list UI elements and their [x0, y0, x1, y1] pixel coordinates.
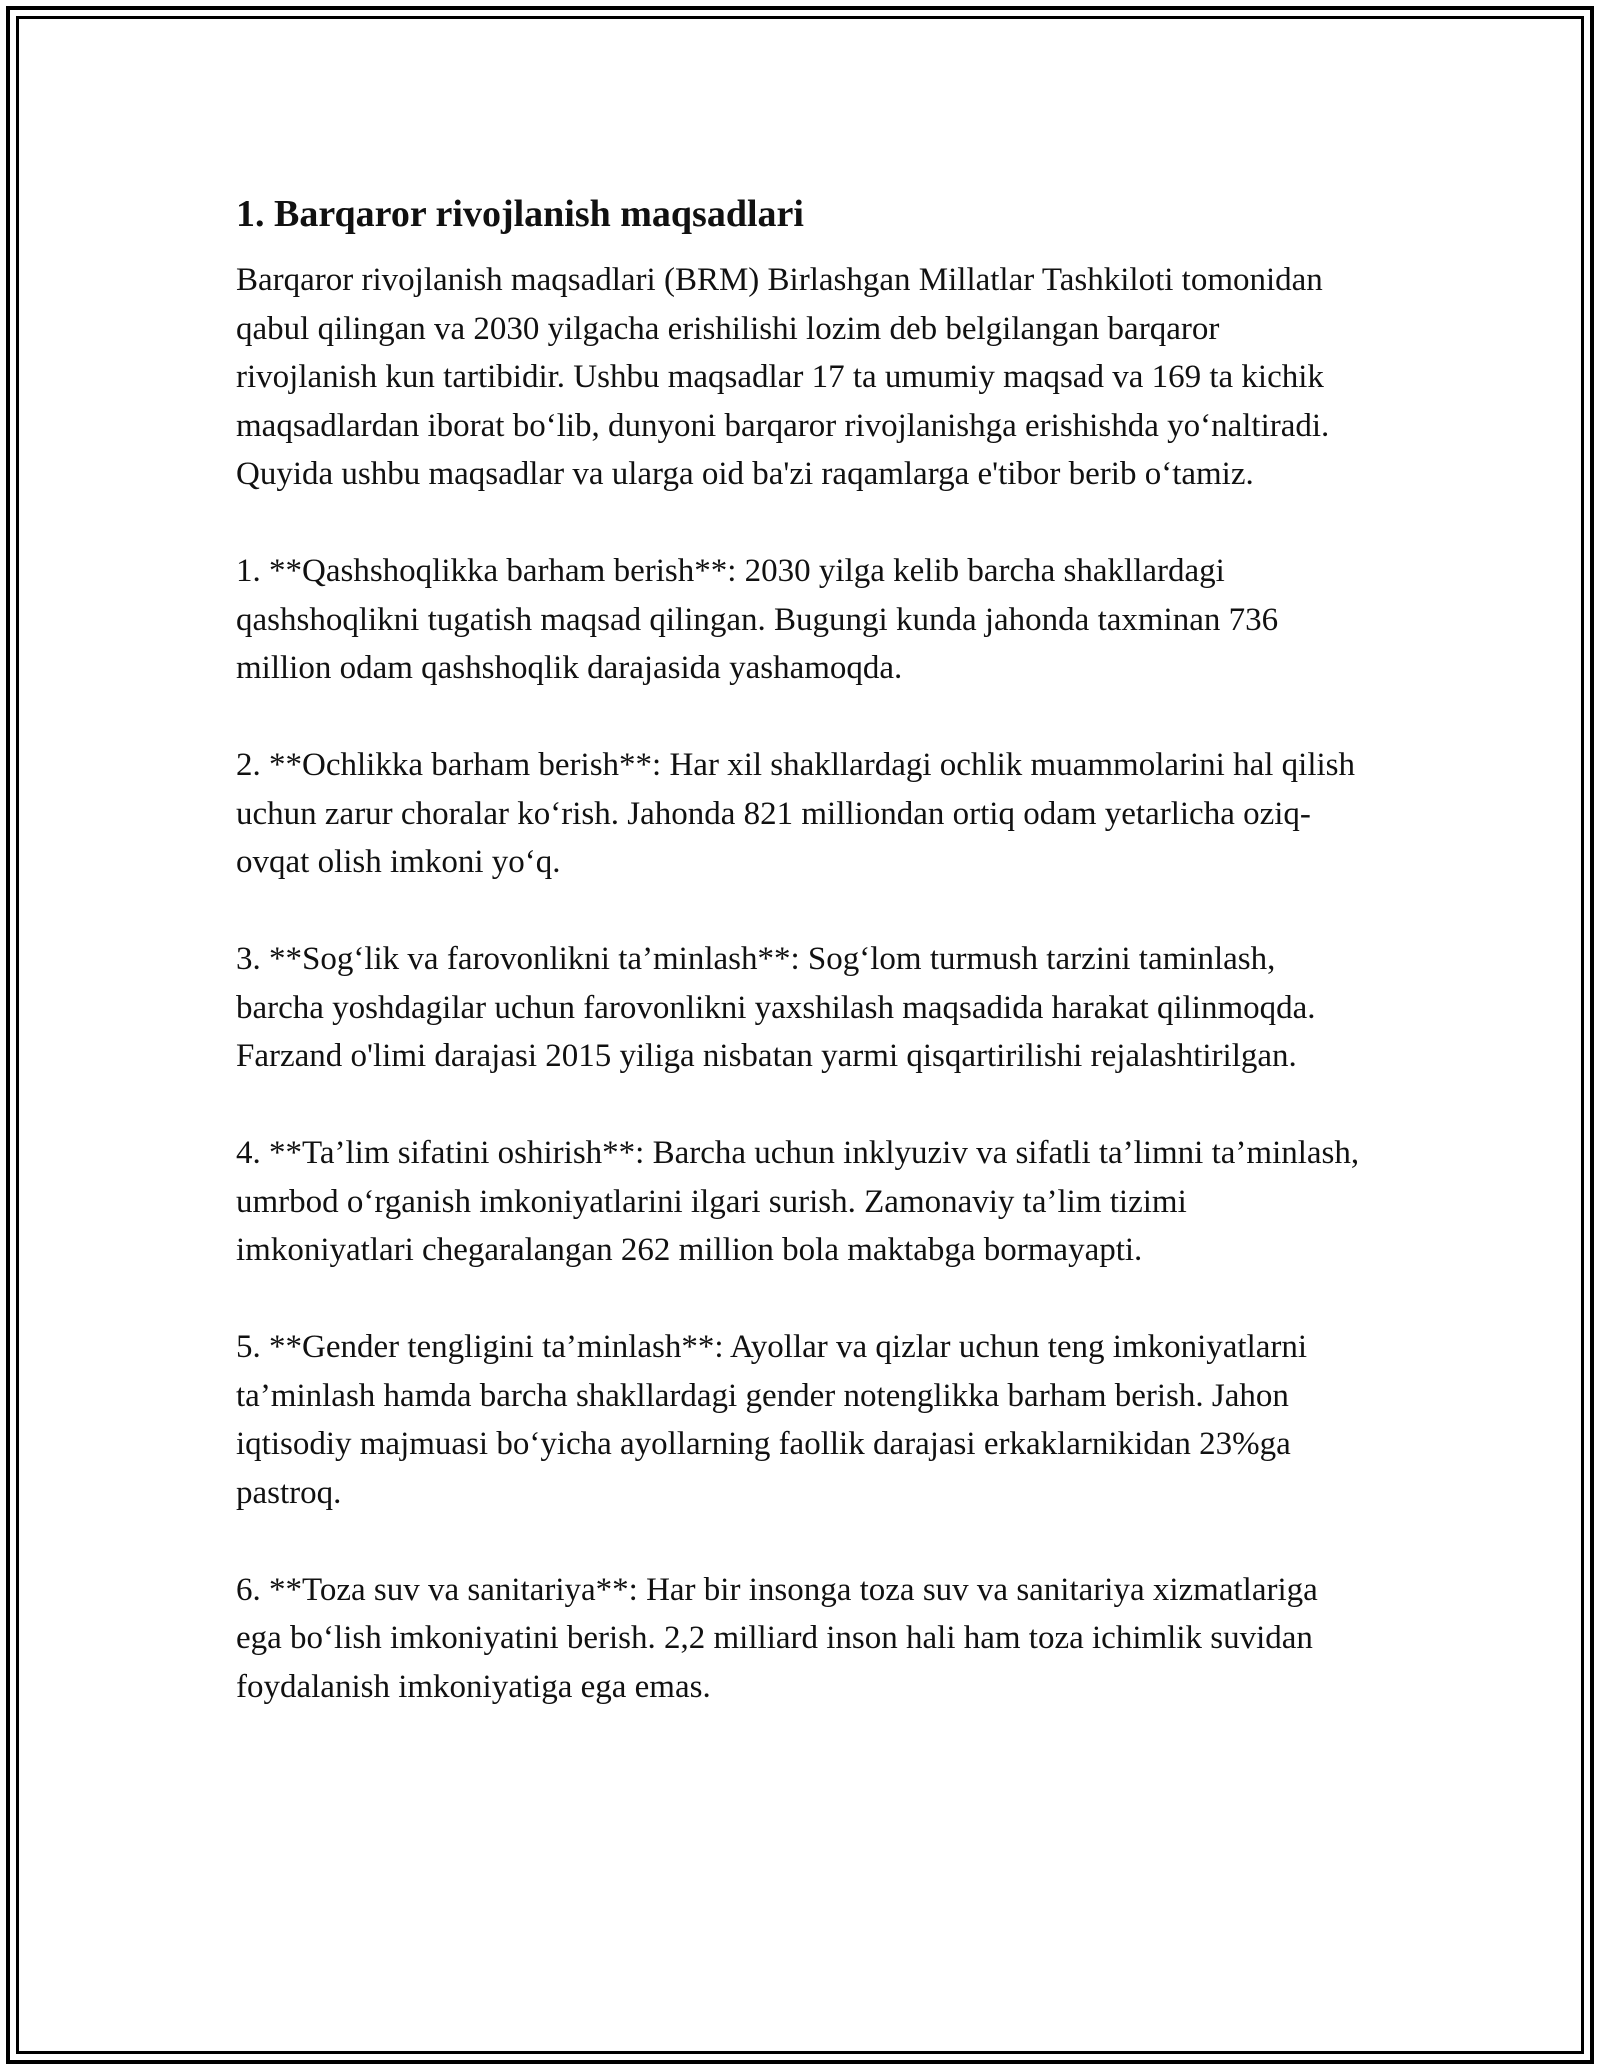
goal-item-4: 4. **Ta’lim sifatini oshirish**: Barcha uchun inklyuziv va sifatli ta’limni ta’minlash, umrbod o‘rganish imkoniyatlarini ilgari surish. Zamonaviy ta’lim tizimi imkoniyatlari chegaralangan 262 million bola maktabga bormayapti.: [236, 1135, 1360, 1268]
goal-item-6: 6. **Toza suv va sanitariya**: Har bir insonga toza suv va sanitariya xizmatlariga ega bo‘lish imkoniyatini berish. 2,2 milliard inson hali ham toza ichimlik suvidan foydalanish imkoniyatiga ega emas.: [236, 1571, 1318, 1705]
goal-item-3: 3. **Sog‘lik va farovonlikni ta’minlash**: Sog‘lom turmush tarzini taminlash, barcha yoshdagilar uchun farovonlikni yaxshilash maqsadida harakat qilinmoqda. Farzand o'limi darajasi 2015 yiliga nisbatan yarmi qisqartirilishi rejalashtirilgan.: [236, 941, 1316, 1074]
document-body: [236, 188, 1366, 1760]
goal-item-1: 1. **Qashshoqlikka barham berish**: 2030 yilga kelib barcha shakllardagi qashshoqlikni tugatish maqsad qilingan. Bugungi kunda jahonda taxminan 736 million odam qashshoqlik darajasida yashamoqda.: [236, 553, 1279, 686]
goal-item-5: 5. **Gender tengligini ta’minlash**: Ayollar va qizlar uchun teng imkoniyatlarni ta’minlash hamda barcha shakllardagi gender notenglikka barham berish. Jahon iqtisodiy majmuasi bo‘yicha ayollarning faollik darajasi erkaklarnikidan 23%ga pastroq.: [236, 1329, 1308, 1511]
section-heading: 1. Barqaror rivojlanish maqsadlari: [236, 193, 804, 235]
goal-item-2: 2. **Ochlikka barham berish**: Har xil shakllardagi ochlik muammolarini hal qilish uchun zarur choralar ko‘rish. Jahonda 821 milliondan ortiq odam yetarlicha oziq-ovqat olish imkoni yo‘q.: [236, 747, 1356, 880]
intro-paragraph: Barqaror rivojlanish maqsadlari (BRM) Birlashgan Millatlar Tashkiloti tomonidan qabul qilingan va 2030 yilgacha erishilishi lozim deb belgilangan barqaror rivojlanish kun tartibidir. Ushbu maqsadlar 17 ta umumiy maqsad va 169 ta kichik maqsadlardan iborat bo‘lib, dunyoni barqaror rivojlanishga erishishda yo‘naltiradi. Quyida ushbu maqsadlar va ularga oid ba'zi raqamlarga e'tibor berib o‘tamiz.: [236, 262, 1330, 492]
